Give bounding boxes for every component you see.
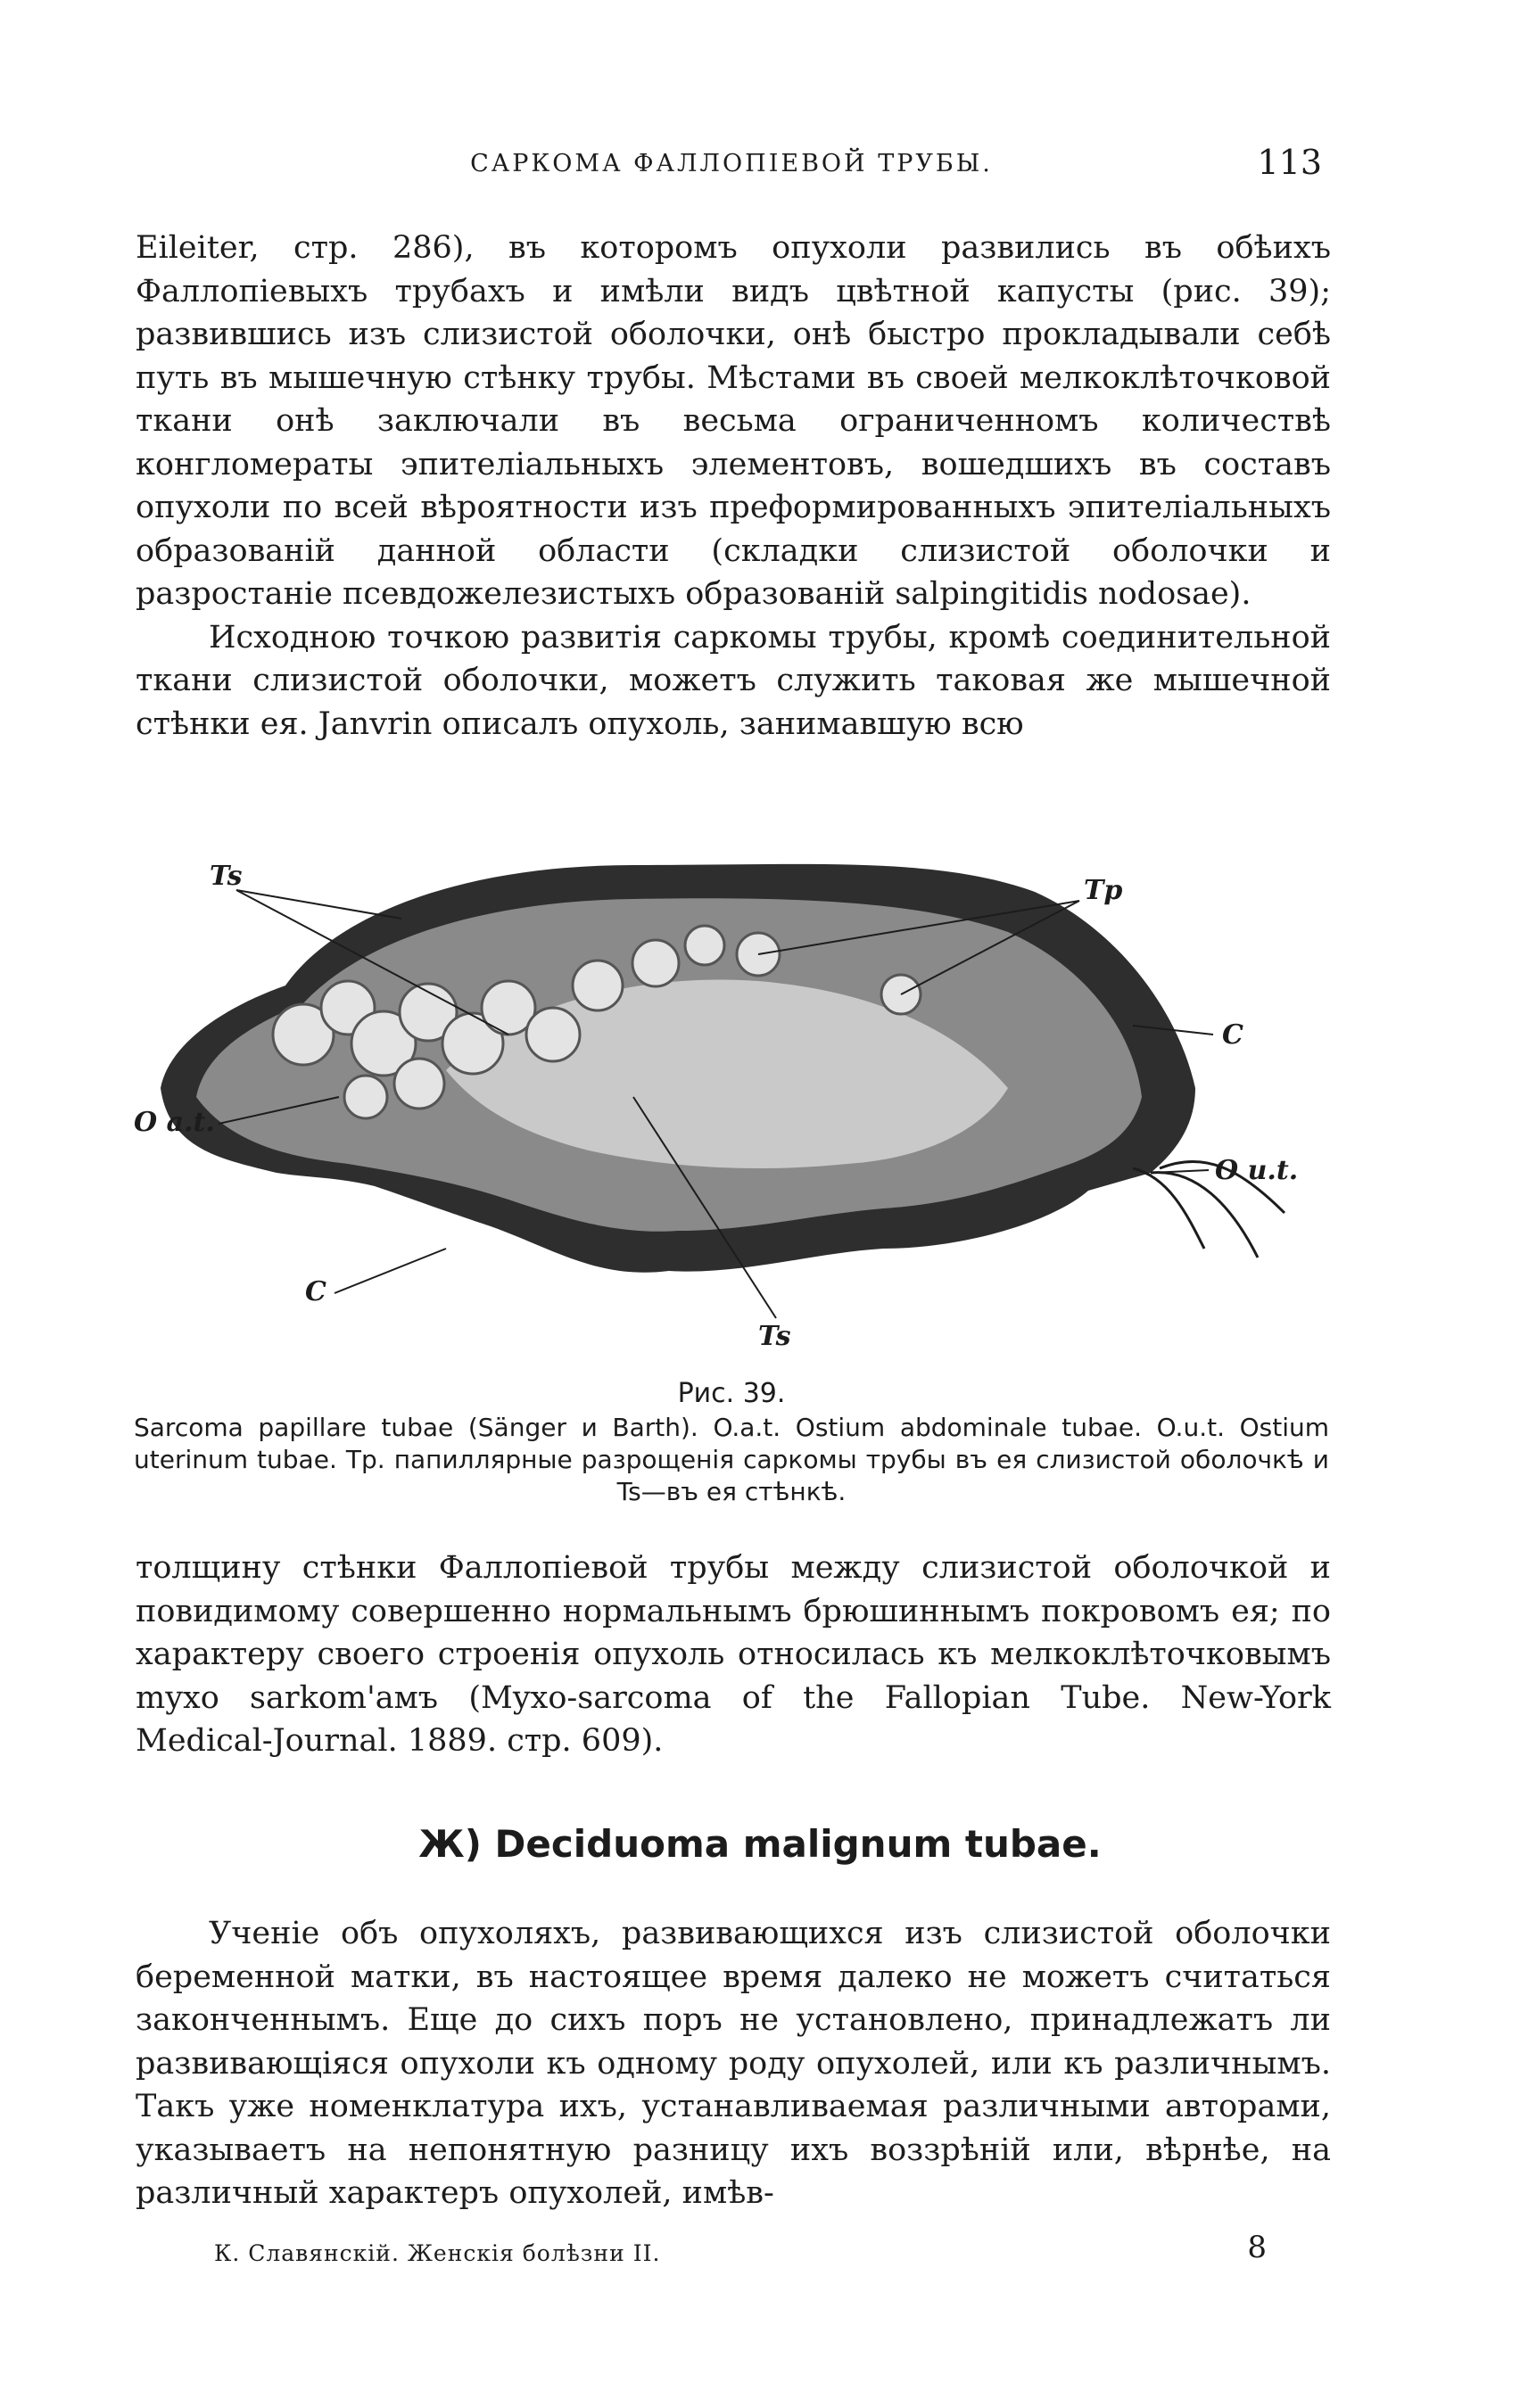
figure-caption — [134, 1378, 1329, 1508]
label-c-left: C — [305, 1276, 326, 1307]
footer-sheet-number: 8 — [1247, 2230, 1267, 2265]
page-number: 113 — [1257, 143, 1322, 182]
section-heading: Ж) Deciduoma malignum tubae. — [418, 1822, 1102, 1866]
caption-title: Рис. 39. — [677, 1378, 786, 1409]
text-block-bottom — [136, 1912, 1331, 2215]
label-c-right: C — [1222, 1019, 1243, 1051]
sarcoma-illustration — [134, 829, 1329, 1365]
paragraph-4: Ученіе объ опухоляхъ, развивающихся изъ слизистой оболочки беременной матки, въ настоящее время далеко не можетъ считаться законченнымъ. Еще до сихъ поръ не установлено, принадлежатъ ли развивающіяся опухоли къ одному роду опухолей, или къ различнымъ. Такъ уже номенклатура ихъ, устанавливаемая различными авторами, указываетъ на непонятную разницу ихъ воззрѣній или, вѣрнѣе, на различный характеръ опухолей, имѣв- — [136, 1916, 1331, 2211]
label-tp: Tp — [1084, 875, 1123, 906]
text-block-top — [136, 227, 1331, 746]
page-footer — [214, 2230, 1267, 2274]
label-out: O u.t. — [1215, 1155, 1299, 1186]
text-block-middle — [136, 1546, 1331, 1763]
paragraph-2: Исходною точкою развитія саркомы трубы, кромѣ соединительной ткани слизистой оболочки, можетъ служить таковая же мышечной стѣнки ея. Janvrin описалъ опухоль, занимавшую всю — [136, 619, 1331, 742]
label-ts-bottom: Ts — [758, 1321, 791, 1352]
running-head — [134, 143, 1329, 187]
label-ts-top: Ts — [210, 861, 243, 892]
footer-signature: К. Славянскій. Женскія болѣзни II. — [214, 2240, 661, 2266]
paragraph-3: толщину стѣнки Фаллопіевой трубы между слизистой оболочкой и повидимому совершенно нормальнымъ брюшиннымъ покровомъ ея; по характеру своего строенія опухоль относилась къ мелкоклѣточковымъ myxo sarkom'амъ (Myxo-sarcoma of the Fallopian Tube. New-York Medical-Journal. 1889. стр. 609). — [136, 1550, 1331, 1759]
figure-39 — [134, 829, 1329, 1365]
caption-text: Sarcoma papillare tubae (Sänger и Barth). O.a.t. Ostium abdominale tubae. O.u.t. Ostium uterinum tubae. Tp. папиллярные разрощенія саркомы трубы въ ея слизистой оболочкѣ и Ts—въ ея стѣнкѣ. — [134, 1413, 1329, 1506]
label-oat: O a.t. — [134, 1107, 215, 1138]
running-title: САРКОМА ФАЛЛОПІЕВОЙ ТРУБЫ. — [470, 150, 993, 177]
paragraph-1: Eileiter, стр. 286), въ которомъ опухоли развились въ обѣихъ Фаллопіевыхъ трубахъ и имѣли видъ цвѣтной капусты (рис. 39); развившись изъ слизистой оболочки, онѣ быстро прокладывали себѣ путь въ мышечную стѣнку трубы. Мѣстами въ своей мелкоклѣточковой ткани онѣ заключали въ весьма ограниченномъ количествѣ конгломераты эпителіальныхъ элементовъ, вошедшихъ въ составъ опухоли по всей вѣроятности изъ преформированныхъ эпителіальныхъ образованій данной области (складки слизистой оболочки и разростаніе псевдожелезистыхъ образованій salpingitidis nodosae). — [136, 230, 1331, 612]
